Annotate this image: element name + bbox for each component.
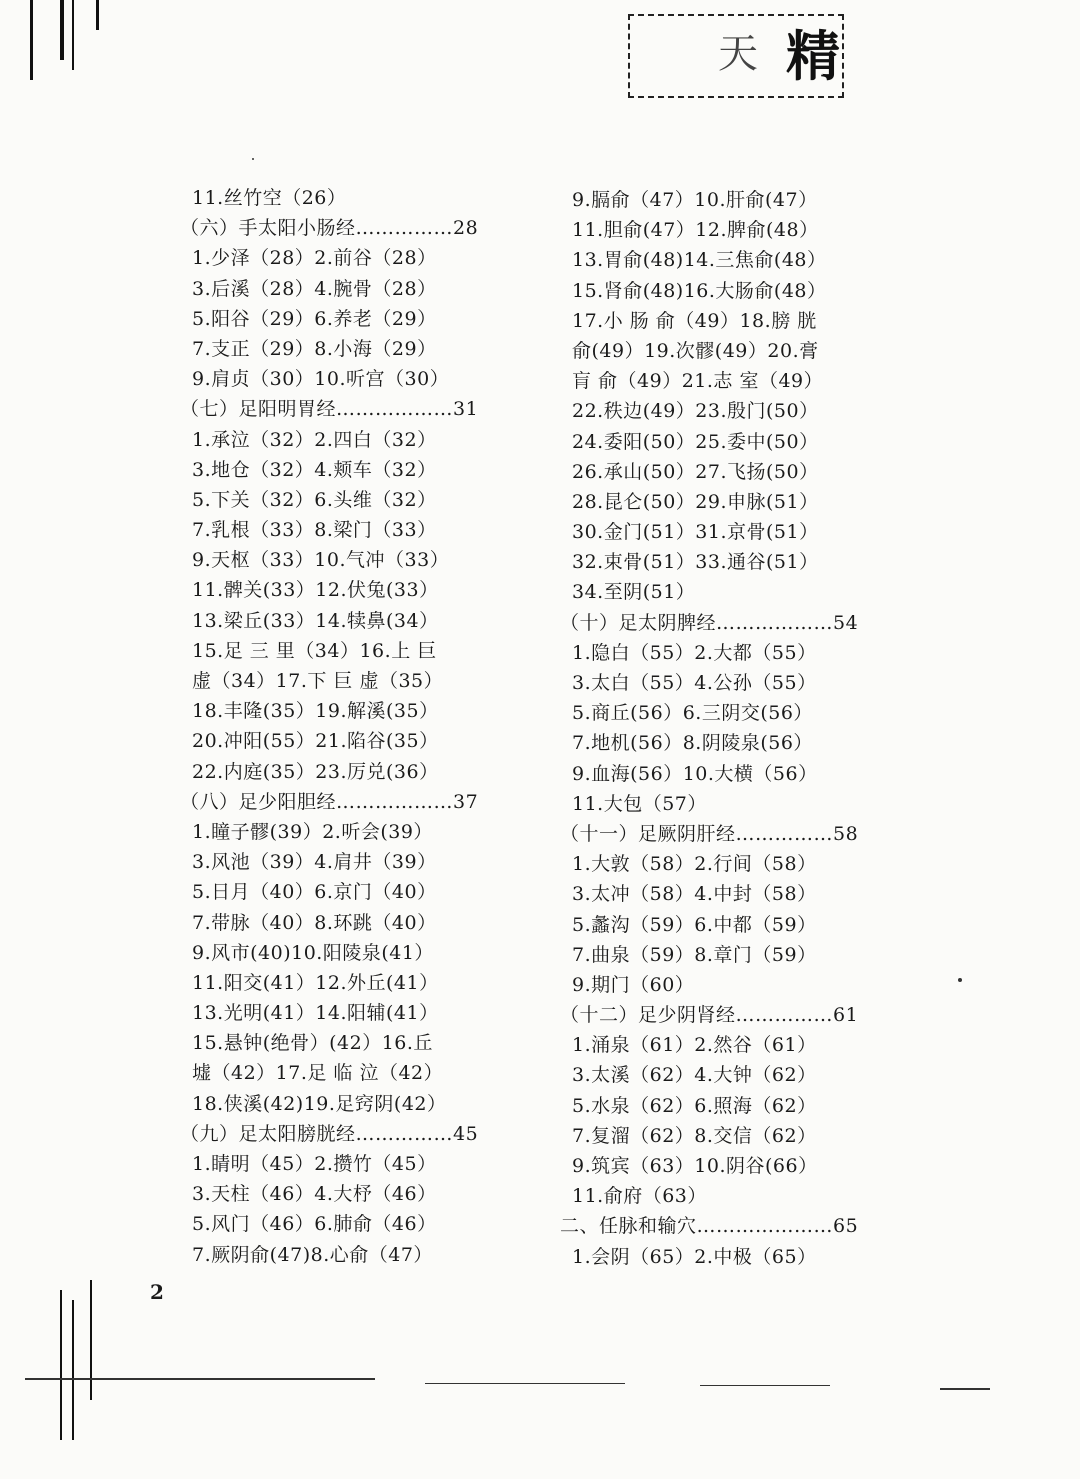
- binding-line: [60, 0, 64, 60]
- page-number: 2: [150, 1280, 164, 1304]
- toc-section-heading: （八）足少阳胆经………………37: [180, 790, 479, 813]
- binding-line: [90, 1280, 92, 1400]
- toc-entry: 26.承山(50）27.飞扬(50）: [572, 460, 819, 483]
- toc-entry: 7.复溜（62）8.交信（62）: [572, 1124, 817, 1147]
- stamp-char-2: 精: [786, 24, 840, 88]
- toc-section-heading: （七）足阳明胃经………………31: [180, 398, 479, 421]
- toc-entry: 22.内庭(35）23.厉兑(36）: [192, 760, 439, 783]
- bottom-rule: [940, 1388, 990, 1390]
- toc-entry: 11.大包（57）: [572, 792, 707, 815]
- toc-entry: 5.下关（32）6.头维（32）: [192, 488, 437, 511]
- toc-entry: 18.侠溪(42)19.足窍阴(42）: [192, 1092, 447, 1115]
- toc-entry: 13.梁丘(33）14.犊鼻(34）: [192, 609, 439, 632]
- toc-entry: 7.支正（29）8.小海（29）: [192, 337, 437, 360]
- toc-entry: 9.血海(56）10.大横（56）: [572, 762, 818, 785]
- toc-entry: 11.胆俞(47）12.脾俞(48）: [572, 219, 819, 242]
- stamp-char-1: 天: [718, 31, 758, 77]
- toc-entry: 9.风市(40)10.阳陵泉(41）: [192, 941, 434, 964]
- toc-left-column: [180, 183, 510, 1270]
- toc-entry: 3.风池（39）4.肩井（39）: [192, 851, 437, 874]
- toc-entry: 俞(49）19.次髎(49）20.膏: [572, 339, 819, 362]
- toc-entry: 1.大敦（58）2.行间（58）: [572, 853, 817, 876]
- toc-entry: 虚（34）17.下 巨 虚（35）: [192, 670, 444, 692]
- toc-entry: 11.阳交(41）12.外丘(41）: [192, 971, 439, 994]
- toc-entry: 1.瞳子髎(39）2.听会(39）: [192, 820, 433, 843]
- toc-entry: 5.商丘(56）6.三阴交(56）: [572, 702, 813, 725]
- toc-entry: 9.膈俞（47）10.肝俞(47）: [572, 189, 818, 211]
- library-stamp: [628, 14, 844, 98]
- toc-entry: 1.睛明（45）2.攒竹（45）: [192, 1153, 437, 1175]
- toc-entry: 11.髀关(33）12.伏兔(33）: [192, 579, 439, 602]
- toc-entry: 墟（42）17.足 临 泣（42）: [192, 1062, 444, 1085]
- toc-entry: 15.悬钟(绝骨）(42）16.丘: [192, 1032, 433, 1055]
- toc-entry: 肓 俞（49）21.志 室（49）: [572, 370, 824, 393]
- toc-section-heading: （六）手太阳小肠经……………28: [180, 217, 479, 240]
- bottom-rule: [425, 1383, 625, 1384]
- scan-speck: [958, 978, 962, 982]
- toc-entry: 1.承泣（32）2.四白（32）: [192, 428, 437, 451]
- toc-entry: 18.丰隆(35）19.解溪(35）: [192, 700, 439, 723]
- toc-section-heading: （十）足太阴脾经………………54: [560, 611, 859, 634]
- binding-line: [72, 1300, 74, 1440]
- toc-entry: 5.风门（46）6.肺俞（46）: [192, 1213, 437, 1236]
- toc-entry: 3.太溪（62）4.大钟（62）: [572, 1064, 817, 1087]
- toc-entry: 11.丝竹空（26）: [192, 187, 347, 209]
- toc-entry: 1.少泽（28）2.前谷（28）: [192, 247, 437, 270]
- toc-entry: 5.蠡沟（59）6.中都（59）: [572, 913, 817, 936]
- toc-entry: 1.涌泉（61）2.然谷（61）: [572, 1034, 817, 1057]
- binding-line: [96, 0, 99, 30]
- toc-entry: 3.太白（55）4.公孙（55）: [572, 672, 817, 694]
- toc-entry: 9.天枢（33）10.气冲（33）: [192, 549, 450, 572]
- binding-line: [30, 0, 33, 80]
- toc-entry: 15.肾俞(48)16.大肠俞(48）: [572, 279, 827, 302]
- toc-entry: 28.昆仑(50）29.申脉(51）: [572, 490, 819, 513]
- toc-section-heading: （九）足太阳膀胱经……………45: [180, 1122, 479, 1145]
- binding-line: [60, 1290, 62, 1440]
- toc-section-heading: （十二）足少阴肾经……………61: [560, 1004, 859, 1027]
- toc-entry: 9.肩贞（30）10.听宫（30）: [192, 368, 450, 391]
- binding-line: [72, 0, 74, 70]
- toc-entry: 3.后溪（28）4.腕骨（28）: [192, 277, 437, 300]
- toc-entry: 7.乳根（33）8.梁门（33）: [192, 519, 437, 542]
- scan-speck: [252, 158, 254, 160]
- toc-entry: 17.小 肠 俞（49）18.膀 胱: [572, 309, 817, 332]
- toc-entry: 24.委阳(50）25.委中(50）: [572, 430, 819, 453]
- toc-entry: 3.太冲（58）4.中封（58）: [572, 883, 817, 906]
- toc-entry: 9.筑宾（63）10.阴谷(66）: [572, 1155, 818, 1177]
- toc-right-column: [560, 185, 890, 1272]
- toc-entry: 20.冲阳(55）21.陷谷(35）: [192, 730, 439, 753]
- toc-entry: 13.光明(41）14.阳辅(41）: [192, 1002, 439, 1025]
- toc-entry: 5.水泉（62）6.照海（62）: [572, 1094, 817, 1117]
- toc-entry: 13.胃俞(48)14.三焦俞(48）: [572, 249, 827, 272]
- toc-entry: 22.秩边(49）23.殷门(50）: [572, 400, 819, 423]
- toc-entry: 7.带脉（40）8.环跳（40）: [192, 911, 437, 934]
- toc-section-heading: （十一）足厥阴肝经……………58: [560, 822, 859, 845]
- toc-entry: 9.期门（60）: [572, 973, 695, 996]
- toc-entry: 7.曲泉（59）8.章门（59）: [572, 943, 817, 966]
- toc-entry: 32.束骨(51）33.通谷(51）: [572, 551, 819, 574]
- toc-entry: 34.至阴(51）: [572, 581, 696, 604]
- bottom-rule: [700, 1385, 830, 1386]
- toc-entry: 5.阳谷（29）6.养老（29）: [192, 307, 437, 330]
- toc-entry: 3.天柱（46）4.大杼（46）: [192, 1183, 437, 1206]
- toc-entry: 7.地机(56）8.阴陵泉(56）: [572, 732, 813, 755]
- toc-entry: 11.俞府（63）: [572, 1185, 707, 1208]
- toc-entry: 3.地仓（32）4.颊车（32）: [192, 458, 437, 481]
- bottom-rule: [25, 1378, 375, 1380]
- toc-entry: 7.厥阴俞(47)8.心俞（47）: [192, 1243, 433, 1266]
- toc-entry: 15.足 三 里（34）16.上 巨: [192, 639, 437, 662]
- toc-entry: 1.会阴（65）2.中极（65）: [572, 1245, 817, 1268]
- toc-entry: 5.日月（40）6.京门（40）: [192, 881, 437, 904]
- toc-entry: 30.金门(51）31.京骨(51）: [572, 521, 819, 544]
- toc-entry: 1.隐白（55）2.大都（55）: [572, 641, 817, 664]
- toc-section-heading: 二、任脉和输穴…………………65: [560, 1215, 859, 1238]
